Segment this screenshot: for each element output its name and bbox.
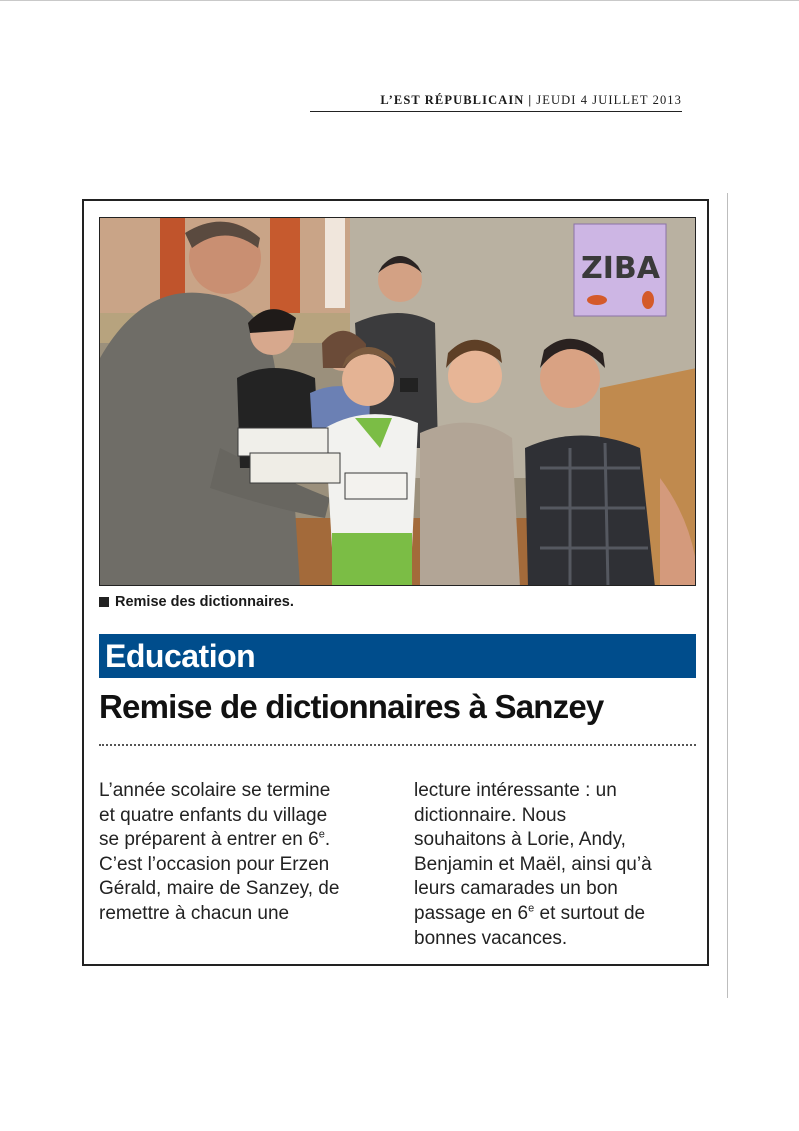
article-photo — [99, 217, 696, 586]
body-line: souhaitons à Lorie, Andy, — [414, 829, 626, 851]
body-column-right — [414, 779, 699, 951]
body-line: et quatre enfants du village — [99, 804, 328, 826]
dotted-divider — [99, 744, 696, 746]
body-line: C’est l’occasion pour Erzen — [99, 853, 330, 875]
body-line: leurs camarades un bon — [414, 878, 618, 900]
publication-date: JEUDI 4 JUILLET 2013 — [536, 93, 682, 107]
page-side-rule — [727, 193, 728, 998]
body-line: passage en 6e et surtout de — [414, 902, 646, 924]
body-line: bonnes vacances. — [414, 927, 568, 949]
body-line: L’année scolaire se termine — [99, 780, 331, 801]
superscript: e — [528, 902, 535, 915]
masthead-separator: | — [528, 93, 533, 107]
body-line: se préparent à entrer en 6e. — [99, 828, 331, 851]
body-line: Gérald, maire de Sanzey, de — [99, 878, 340, 900]
article-headline: Remise de dictionnaires à Sanzey — [99, 688, 604, 725]
photo-caption — [99, 594, 294, 610]
body-line: remettre à chacun une — [99, 902, 290, 924]
caption-bullet-icon — [99, 597, 109, 607]
superscript: e — [318, 828, 325, 841]
body-line: dictionnaire. Nous — [414, 804, 567, 826]
masthead — [310, 93, 682, 112]
newspaper-name: L’EST RÉPUBLICAIN — [380, 93, 525, 107]
body-column-left — [99, 779, 384, 927]
body-line: Benjamin et Maël, ainsi qu’à — [414, 853, 652, 875]
poster-text: ZIBA — [581, 251, 660, 286]
section-banner: Education — [99, 634, 696, 678]
body-line: lecture intéressante : un — [414, 780, 617, 801]
top-border-line — [0, 0, 799, 1]
caption-text: Remise des dictionnaires. — [115, 594, 294, 610]
